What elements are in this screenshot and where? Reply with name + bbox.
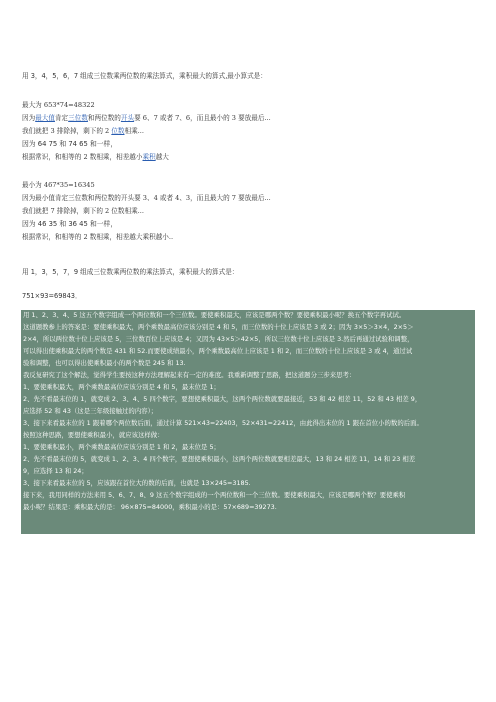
explanation-line: 应选择 52 和 43（这是三年级接触过的内容）； [23, 407, 158, 415]
explanation-line: 可以得出使乘积最大的两个数是 431 和 52.而要使成绩最小，两个乘数最高位上应该是 1 和 2，而三位数的十位上应该是 3 或 4，通过试 [23, 347, 413, 355]
link-three-digit[interactable]: 三位数 [68, 114, 88, 122]
explanation-line: 接下来，我用同样的方法来用 5、6、7、8、9 这五个数字组成的一个两位数和一个三位数。要使乘积最大，应该是哪两个数？要使乘积 [23, 491, 406, 499]
question-2: 用 1，3，5，7，9 组成三位数乘两位数的乘法算式，乘积最大的算式是： [22, 268, 239, 276]
max-result: 最大为 653*74=48322 [22, 101, 95, 109]
max-reason-4: 根据常识，和相等的 2 数相乘，相差越小乘积越大 [22, 153, 169, 161]
link-product[interactable]: 乘积 [142, 153, 156, 161]
answer-2: 751×93=69843． [22, 292, 82, 300]
min-result: 最小为 467*35=16345 [22, 181, 95, 189]
explanation-line: 2×4，所以两位数十位上应该是 5，三位数百位上应该是 4；又因为 43×5＞42×5，所以三位数十位上应该是 3.然后再通过试验和调整， [23, 335, 414, 343]
explanation-line: 这道题教参上的答案是：要使乘积最大，两个乘数最高位应该分别是 4 和 5，而三位数的十位上应该是 3 或 2；因为 3×5＞3×4，2×5＞ [23, 323, 414, 331]
explanation-line: 2、先不看最末位的 1，就变成 2、3、4、5 四个数字，要想使乘积最大，这两个两位数就要最接近，53 和 42 相差 11，52 和 43 相差 9， [23, 395, 422, 403]
max-reason-3: 因为 64 75 和 74 65 和一样， [22, 140, 118, 148]
link-max-value[interactable]: 最大值 [35, 114, 55, 122]
explanation-line: 最小呢？结果是：乘积最大的是： 96×875=84000，乘积最小的是：57×689=39273. [23, 503, 277, 511]
explanation-line: 3、接下来看最末位的 1 跟着哪个两位数后面，通过计算 521×43=22403，52×431=22412，由此得出末位的 1 跟在首位小的数的后面。 [23, 419, 423, 427]
explanation-line: 我反复研究了这个解法，觉得学生要按这种方法理解起来有一定的难度。我重新调整了思路，把这道题分三步来思考： [23, 371, 356, 379]
explanation-line: 1、要使乘积最大，两个乘数最高位应该分别是 4 和 5，最末位是 1； [23, 383, 220, 391]
min-reason-4: 根据常识，和相等的 2 数相乘，相差越大乘积越小.. [22, 233, 174, 241]
explanation-line: 3、接下来看最末位的 5，应该跟在首位大的数的后面，也就是 13×245=3185. [23, 479, 251, 487]
max-reason-1: 因为最大值肯定三位数和两位数的开头要 6、7 或者 7、6，而且最小的 3 要放最后... [22, 114, 271, 122]
explanation-line: 按照这种思路，要想使乘积最小，就应该这样做： [23, 431, 164, 439]
explanation-line: 1、要使乘积最小，两个乘数最高位应该分别是 1 和 2，最末位是 5； [23, 443, 220, 451]
question-1: 用 3，4，5，6，7 组成三位数乘两位数的乘法算式，乘积最大的算式,最小算式是： [22, 72, 267, 80]
min-reason-2: 我们就把 7 排除掉，剩下的 2 位数相乘... [22, 207, 144, 215]
link-beginning[interactable]: 开头 [120, 114, 135, 122]
link-digits[interactable]: 位数 [111, 127, 125, 135]
min-reason-3: 因为 46 35 和 36 45 和一样， [22, 220, 118, 228]
explanation-line: 验和调整，也可以得出使乘积最小的两个数是 245 和 13. [23, 359, 186, 367]
explanation-line: 9，应选择 13 和 24； [23, 467, 88, 475]
max-reason-2: 我们就把 3 排除掉，剩下的 2 位数相乘... [22, 127, 144, 135]
explanation-line: 用 1、2、3、4、5 这五个数字组成一个两位数和一个三位数。要使乘积最大，应该是哪两个数？要使乘积最小呢？换五个数字再试试。 [23, 311, 406, 319]
explanation-line: 2、先不看最末位的 5，就变成 1、2、3、4 四个数字，要想使乘积最小，这两个两位数就要相差最大，13 和 24 相差 11，14 和 23 相差 [23, 455, 416, 463]
min-reason-1: 因为最小值肯定三位数和两位数的开头要 3、4 或者 4、3，而且最大的 7 要放最后... [22, 194, 271, 202]
